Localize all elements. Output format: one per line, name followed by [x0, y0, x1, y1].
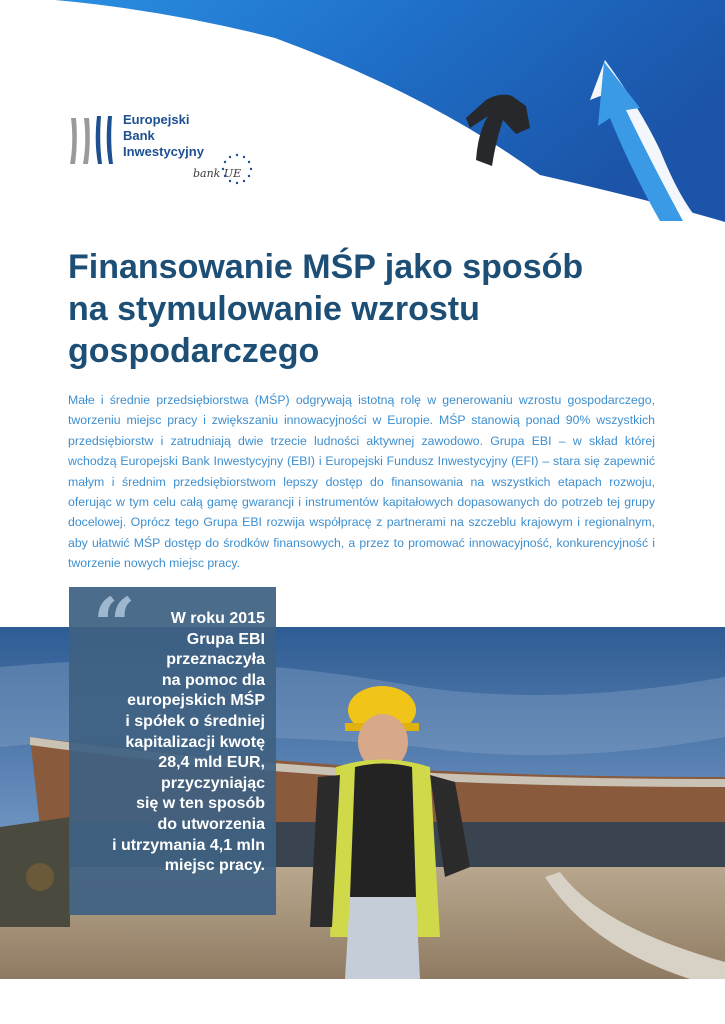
logo-name-line-1: Europejski	[123, 112, 190, 127]
quote-mark-icon: “	[93, 583, 136, 669]
quote-line: miejsc pracy.	[164, 857, 265, 875]
intro-paragraph: Małe i średnie przedsiębiorstwa (MŚP) odgrywają istotną rolę w generowaniu wzrostu gospodarczego, tworzeniu miejsc pracy i zwiększaniu innowacyjności w Europie. MŚP stanowią ponad 90% wszystkich przedsiębiorstw i zatrudniają dwie trzecie ludności aktywnej zawodowo. Grupa EBI – w skład której wchodzą Europejski Bank Inwestycyjny (EBI) i Europejski Fundusz Inwestycyjny (EFI) – stara się zapewnić małym i średnim przedsiębiorstwom lepszy dostęp do finansowania na wszystkich etapach rozwoju, oferując w tym celu całą gamę gwarancji i instrumentów kapitałowych dopasowanych do potrzeb tej grupy docelowej. Oprócz tego Grupa EBI rozwija współpracę z partnerami na szczeblu krajowym i regionalnym, aby ułatwić MŚP dostęp do środków finansowych, a przez to promować innowacyjność, konkurencyjność i tworzenie nowych miejsc pracy.	[68, 393, 655, 571]
quote-line: europejskich MŚP	[127, 692, 265, 710]
quote-line: do utworzenia	[157, 815, 265, 833]
quote-line: 28,4 mld EUR,	[158, 754, 265, 772]
quote-line: i spółek o średniej	[125, 712, 265, 730]
page-title	[68, 246, 628, 372]
quote-line: W roku 2015	[170, 610, 265, 627]
quote-line: kapitalizacji kwotę	[125, 733, 265, 751]
logo-name	[123, 112, 204, 160]
quote-line: na pomoc dla	[161, 671, 265, 689]
quote-line: i utrzymania 4,1 mln	[112, 836, 265, 854]
quote-text	[75, 609, 265, 877]
logo-tagline: bank UE	[193, 167, 242, 180]
quote-line: przeznaczyła	[166, 651, 265, 669]
quote-box	[69, 583, 276, 915]
logo-name-line-3: Inwestycyjny	[123, 144, 204, 159]
eib-logo	[68, 112, 268, 192]
quote-line: Grupa EBI	[186, 630, 265, 648]
quote-line: przyczyniając	[160, 774, 265, 792]
logo-name-line-2: Bank	[123, 128, 155, 143]
title-line-3: gospodarczego	[68, 332, 320, 370]
quote-line: się w ten sposób	[136, 795, 265, 813]
title-line-1: Finansowanie MŚP jako sposób	[68, 248, 584, 286]
logo-bars-icon	[68, 114, 116, 166]
title-line-2: na stymulowanie wzrostu	[68, 290, 480, 328]
